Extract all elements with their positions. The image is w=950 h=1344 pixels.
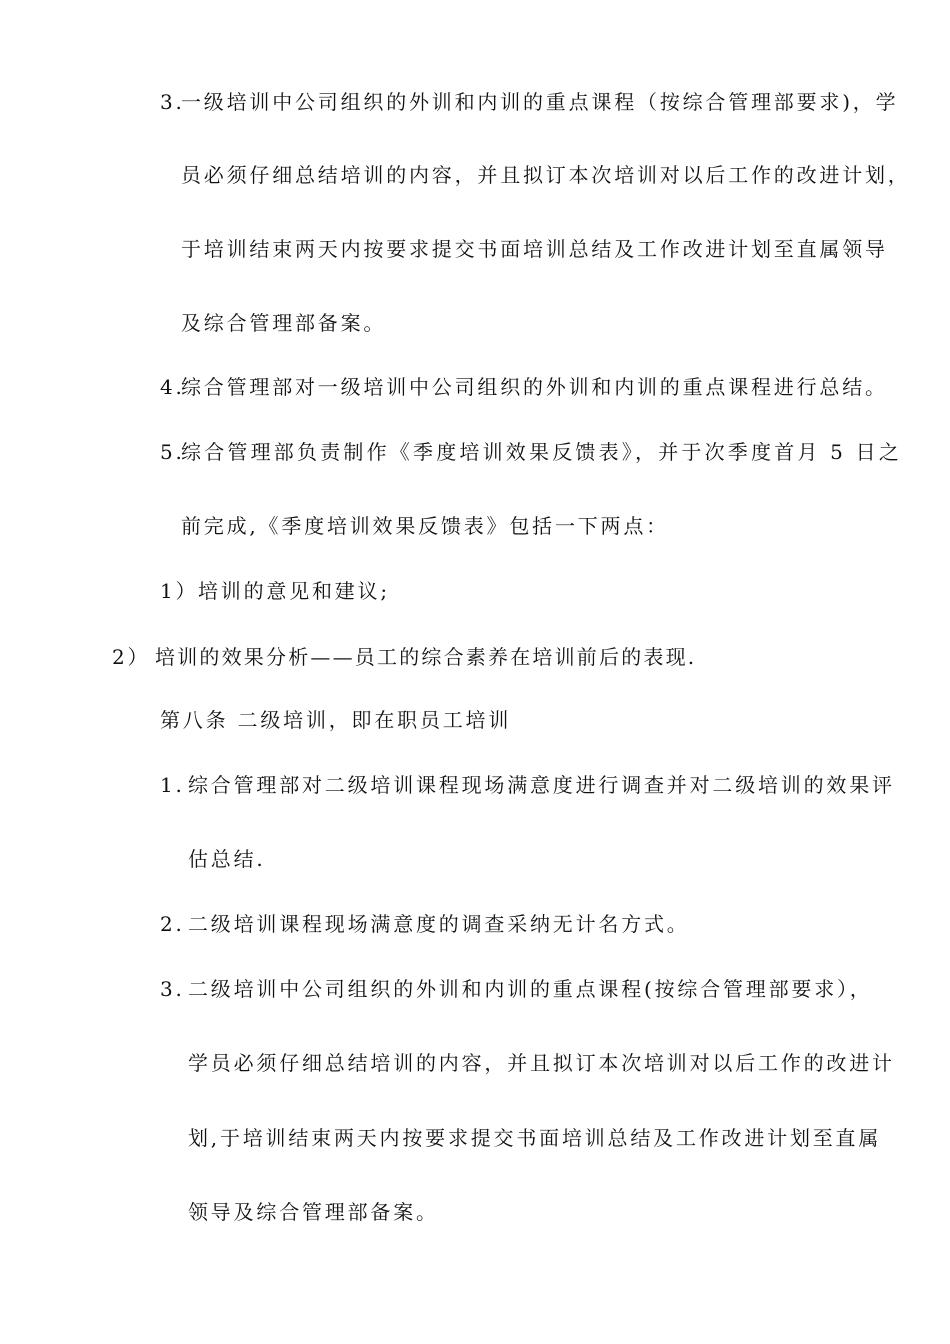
section7-item3-line3: 于培训结束两天内按要求提交书面培训总结及工作改进计划至直属领导 (181, 237, 888, 261)
article8-item3-line4: 领导及综合管理部备案。 (188, 1200, 439, 1224)
article8-item1-line2: 估总结. (188, 847, 266, 871)
section7-item3-line1: 一级培训中公司组织的外训和内训的重点课程（按综合管理部要求)，学 (181, 90, 899, 114)
article8-heading: 第八条 二级培训，即在职员工培训 (160, 708, 512, 732)
section7-sub2-number: 2） (112, 645, 151, 669)
article8-item2-text: 二级培训课程现场满意度的调查采纳无计名方式。 (188, 912, 690, 936)
article8-item3-line1: 二级培训中公司组织的外训和内训的重点课程(按综合管理部要求）， (188, 977, 873, 1001)
section7-item5-number: 5. (160, 440, 185, 464)
section7-item3-line2: 员必须仔细总结培训的内容，并且拟订本次培训对以后工作的改进计划， (181, 163, 911, 187)
section7-item5-line1: 综合管理部负责制作《季度培训效果反馈表》，并于次季度首月 5 日之 (181, 440, 903, 464)
section7-sub2-text: 培训的效果分析——员工的综合素养在培训前后的表现. (155, 645, 697, 669)
article8-item3-line3: 划,于培训结束两天内按要求提交书面培训总结及工作改进计划至直属 (188, 1126, 882, 1150)
article8-item3-line2: 学员必须仔细总结培训的内容，并且拟订本次培训对以后工作的改进计 (188, 1051, 895, 1075)
section7-item5-line2: 前完成,《季度培训效果反馈表》包括一下两点： (181, 514, 669, 538)
section7-item4-number: 4. (160, 375, 185, 399)
article8-item1-number: 1. (160, 773, 185, 797)
section7-item3-line4: 及综合管理部备案。 (181, 311, 387, 335)
section7-sub1-number: 1） (160, 579, 199, 603)
section7-sub1-text: 培训的意见和建议; (198, 579, 390, 603)
article8-item1-line1: 综合管理部对二级培训课程现场满意度进行调查并对二级培训的效果评 (188, 773, 895, 797)
article8-item3-number: 3. (160, 977, 185, 1001)
article8-item2-number: 2. (160, 912, 185, 936)
section7-item3-number: 3. (160, 90, 185, 114)
section7-item4-text: 综合管理部对一级培训中公司组织的外训和内训的重点课程进行总结。 (181, 375, 888, 399)
